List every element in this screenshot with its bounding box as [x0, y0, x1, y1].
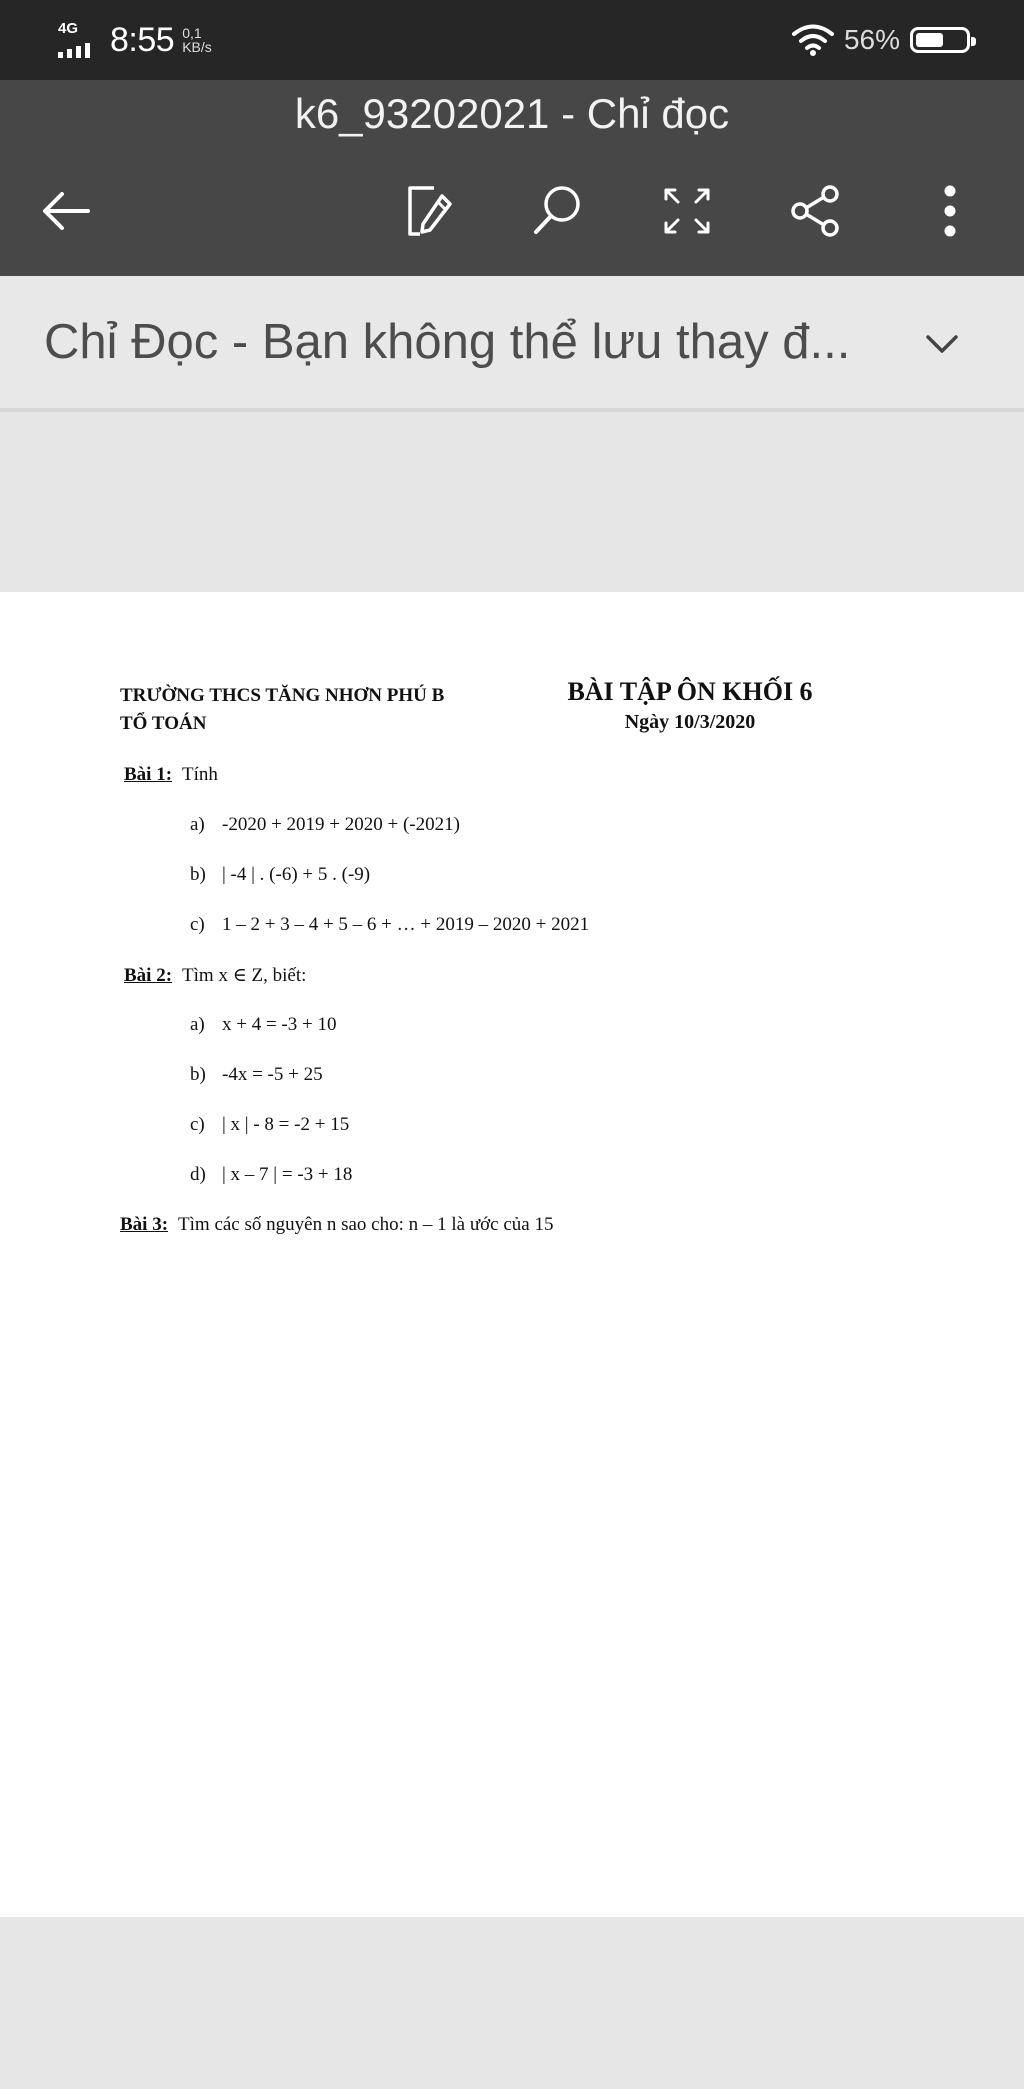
document-page[interactable] [0, 592, 1024, 1917]
list-item: d) | x – 7 | = -3 + 18 [190, 1164, 353, 1185]
more-vert-icon [919, 180, 981, 242]
fullscreen-button[interactable] [652, 176, 722, 246]
share-icon [786, 180, 848, 242]
list-item: a) x + 4 = -3 + 10 [190, 1014, 337, 1035]
back-arrow-icon [36, 180, 98, 242]
list-item: b) -4x = -5 + 25 [190, 1064, 323, 1085]
school-name: TRƯỜNG THCS TĂNG NHƠN PHÚ B [120, 685, 445, 706]
battery-percent: 56% [843, 24, 900, 55]
document-title: k6_93202021 - Chỉ đọc [294, 90, 730, 137]
back-button[interactable] [32, 176, 102, 246]
viewer-background [0, 1917, 1024, 2089]
fullscreen-icon [656, 180, 718, 242]
more-options-button[interactable] [915, 176, 985, 246]
exercise-label: Bài 1: [124, 764, 173, 785]
read-only-banner[interactable] [0, 276, 1024, 412]
battery-level [916, 33, 943, 47]
exercise-prompt: Tìm x ∈ Z, biết: [182, 965, 307, 986]
status-right [792, 14, 970, 66]
network-type: 4G [58, 20, 79, 37]
worksheet-title: BÀI TẬP ÔN KHỐI 6 [567, 677, 813, 706]
list-item: a) -2020 + 2019 + 2020 + (-2021) [190, 814, 460, 835]
clock: 8:55 [110, 20, 175, 59]
edit-icon [398, 180, 460, 242]
exercise-label: Bài 3: [120, 1214, 169, 1235]
status-bar [0, 0, 1024, 80]
worksheet-header [540, 676, 840, 736]
share-button[interactable] [782, 176, 852, 246]
school-header [120, 682, 444, 738]
search-icon [526, 180, 588, 242]
department-name: TỔ TOÁN [120, 713, 207, 734]
exercise-heading [120, 1214, 553, 1236]
status-left [56, 14, 212, 66]
read-only-message: Chỉ Đọc - Bạn không thể lưu thay đ... [44, 315, 851, 369]
exercise-heading [124, 764, 218, 786]
battery-icon [910, 27, 970, 53]
exercise-prompt: Tính [182, 764, 218, 785]
search-button[interactable] [522, 176, 592, 246]
worksheet-date: Ngày 10/3/2020 [624, 711, 756, 733]
cell-signal-icon [56, 20, 100, 60]
edit-button[interactable] [394, 176, 464, 246]
wifi-icon [792, 23, 834, 57]
list-item: b) | -4 | . (-6) + 5 . (-9) [190, 864, 371, 885]
exercise-label: Bài 2: [124, 965, 173, 986]
network-speed: 0,1 KB/s [182, 25, 212, 55]
exercise-prompt: Tìm các số nguyên n sao cho: n – 1 là ước của 15 [178, 1214, 554, 1235]
chevron-down-icon[interactable] [920, 322, 964, 366]
list-item: c) 1 – 2 + 3 – 4 + 5 – 6 + … + 2019 – 2020 + 2021 [190, 914, 590, 935]
exercise-heading [124, 964, 306, 987]
list-item: c) | x | - 8 = -2 + 15 [190, 1114, 350, 1135]
app-bar [0, 80, 1024, 276]
